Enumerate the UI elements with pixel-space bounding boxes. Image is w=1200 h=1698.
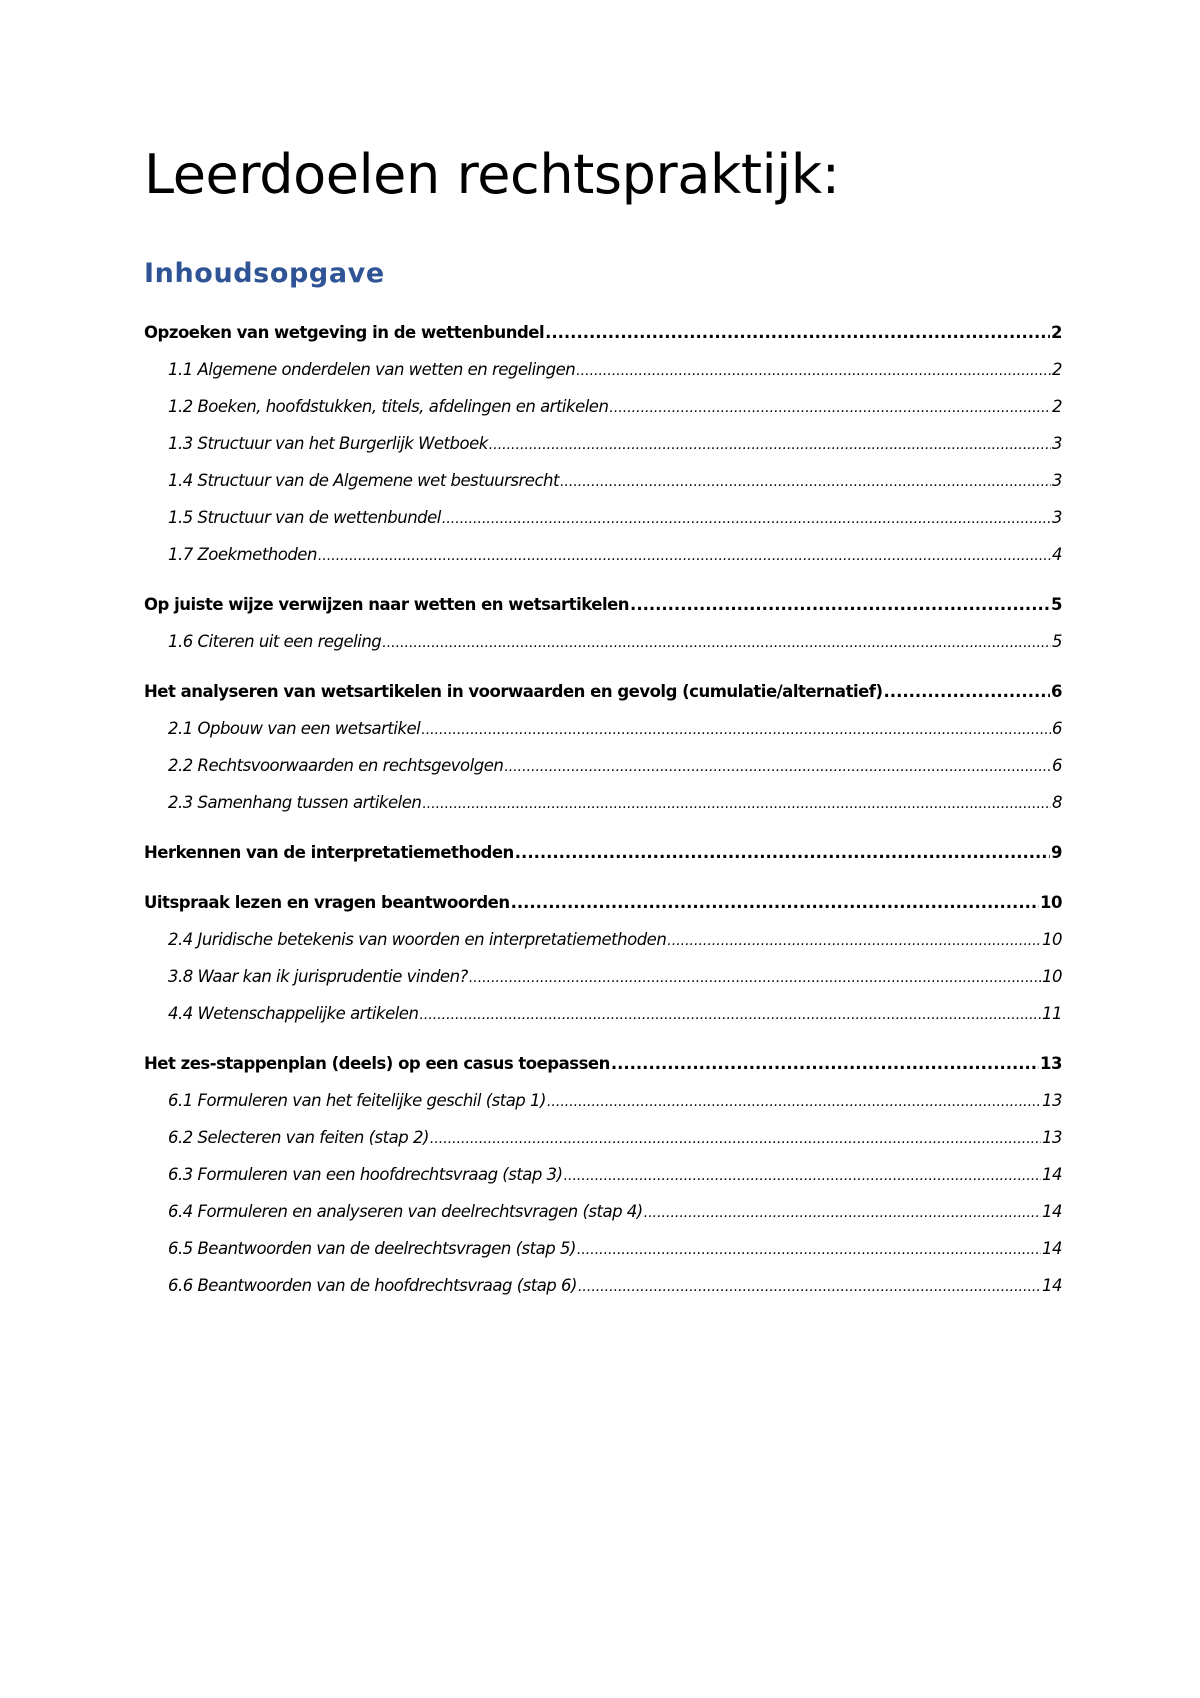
toc-dot-leader xyxy=(578,1275,1041,1298)
toc-dot-leader xyxy=(430,1127,1041,1150)
toc-dot-leader xyxy=(504,755,1051,778)
toc-entry-label: 4.4 Wetenschappelijke artikelen xyxy=(168,1004,419,1023)
toc-page-number: 9 xyxy=(1051,843,1062,862)
toc-page-number: 2 xyxy=(1051,323,1062,342)
toc-page-number: 6 xyxy=(1052,719,1062,738)
toc-page-number: 14 xyxy=(1042,1165,1062,1184)
toc-entry-section[interactable] xyxy=(144,681,1062,718)
toc-dot-leader xyxy=(511,892,1039,914)
toc-entry-label: Op juiste wijze verwijzen naar wetten en wetsartikelen xyxy=(144,595,630,614)
toc-entry-subsection[interactable] xyxy=(144,1090,1062,1127)
toc-entry-label: Het analyseren van wetsartikelen in voorwaarden en gevolg (cumulatie/alternatief) xyxy=(144,682,883,701)
toc-page-number: 14 xyxy=(1042,1239,1062,1258)
toc-entry-label: 6.3 Formuleren van een hoofdrechtsvraag (stap 3) xyxy=(168,1165,563,1184)
toc-dot-leader xyxy=(577,1238,1041,1261)
toc-entry-label: Herkennen van de interpretatiemethoden xyxy=(144,843,514,862)
toc-dot-leader xyxy=(419,1003,1041,1026)
toc-entry-label: 1.5 Structuur van de wettenbundel xyxy=(168,508,441,527)
toc-heading: Inhoudsopgave xyxy=(144,258,385,289)
toc-dot-leader xyxy=(644,1201,1041,1224)
toc-entry-section[interactable] xyxy=(144,594,1062,631)
toc-page-number: 6 xyxy=(1052,756,1062,775)
toc-entry-subsection[interactable] xyxy=(144,1127,1062,1164)
toc-entry-subsection[interactable] xyxy=(144,544,1062,581)
toc-entry-section[interactable] xyxy=(144,322,1062,359)
toc-entry-subsection[interactable] xyxy=(144,1275,1062,1312)
toc-entry-subsection[interactable] xyxy=(144,1164,1062,1201)
toc-entry-subsection[interactable] xyxy=(144,755,1062,792)
toc-entry-subsection[interactable] xyxy=(144,1003,1062,1040)
toc-page-number: 2 xyxy=(1052,360,1062,379)
toc-page-number: 8 xyxy=(1052,793,1062,812)
toc-page-number: 13 xyxy=(1040,1054,1062,1073)
toc-dot-leader xyxy=(576,359,1051,382)
toc-dot-leader xyxy=(609,396,1051,419)
toc-entry-label: Het zes-stappenplan (deels) op een casus toepassen xyxy=(144,1054,610,1073)
toc-entry-label: 6.6 Beantwoorden van de hoofdrechtsvraag (stap 6) xyxy=(168,1276,577,1295)
toc-entry-label: Uitspraak lezen en vragen beantwoorden xyxy=(144,893,510,912)
toc-entry-subsection[interactable] xyxy=(144,792,1062,829)
toc-dot-leader xyxy=(564,1164,1041,1187)
toc-entry-label: 6.5 Beantwoorden van de deelrechtsvragen (stap 5) xyxy=(168,1239,576,1258)
toc-dot-leader xyxy=(611,1053,1039,1075)
toc-entry-subsection[interactable] xyxy=(144,631,1062,668)
toc-entry-section[interactable] xyxy=(144,842,1062,879)
toc-entry-subsection[interactable] xyxy=(144,433,1062,470)
toc-page-number: 11 xyxy=(1042,1004,1062,1023)
toc-entry-label: 1.3 Structuur van het Burgerlijk Wetboek xyxy=(168,434,488,453)
toc-dot-leader xyxy=(667,929,1041,952)
toc-page-number: 14 xyxy=(1042,1276,1062,1295)
toc-page-number: 3 xyxy=(1052,434,1062,453)
toc-dot-leader xyxy=(560,470,1051,493)
toc-entry-label: 2.4 Juridische betekenis van woorden en interpretatiemethoden xyxy=(168,930,667,949)
toc-dot-leader xyxy=(545,322,1050,344)
toc-page-number: 5 xyxy=(1051,595,1062,614)
toc-dot-leader xyxy=(489,433,1051,456)
toc-page-number: 10 xyxy=(1040,893,1062,912)
toc-page-number: 13 xyxy=(1042,1128,1062,1147)
toc-dot-leader xyxy=(421,718,1051,741)
document-title: Leerdoelen rechtspraktijk: xyxy=(144,143,840,206)
toc-entry-label: 1.7 Zoekmethoden xyxy=(168,545,317,564)
toc-page-number: 10 xyxy=(1042,930,1062,949)
toc-entry-label: 1.2 Boeken, hoofdstukken, titels, afdelingen en artikelen xyxy=(168,397,609,416)
toc-entry-subsection[interactable] xyxy=(144,966,1062,1003)
toc-entry-label: 6.2 Selecteren van feiten (stap 2) xyxy=(168,1128,429,1147)
toc-entry-subsection[interactable] xyxy=(144,396,1062,433)
toc-page-number: 2 xyxy=(1052,397,1062,416)
toc-entry-subsection[interactable] xyxy=(144,1238,1062,1275)
toc-page-number: 3 xyxy=(1052,471,1062,490)
toc-entry-subsection[interactable] xyxy=(144,718,1062,755)
toc-page-number: 3 xyxy=(1052,508,1062,527)
toc-dot-leader xyxy=(884,681,1050,703)
toc-dot-leader xyxy=(515,842,1050,864)
toc-entry-label: 1.6 Citeren uit een regeling xyxy=(168,632,382,651)
toc-entry-subsection[interactable] xyxy=(144,929,1062,966)
toc-entry-label: 6.4 Formuleren en analyseren van deelrechtsvragen (stap 4) xyxy=(168,1202,643,1221)
toc-page-number: 4 xyxy=(1052,545,1062,564)
toc-dot-leader xyxy=(442,507,1051,530)
toc-entry-label: 2.1 Opbouw van een wetsartikel xyxy=(168,719,421,738)
toc-page-number: 10 xyxy=(1042,967,1062,986)
toc-entry-subsection[interactable] xyxy=(144,507,1062,544)
toc-entry-section[interactable] xyxy=(144,1053,1062,1090)
toc-entry-subsection[interactable] xyxy=(144,359,1062,396)
toc-page-number: 13 xyxy=(1042,1091,1062,1110)
toc-entry-label: 3.8 Waar kan ik jurisprudentie vinden? xyxy=(168,967,468,986)
table-of-contents xyxy=(144,322,1062,1312)
toc-entry-subsection[interactable] xyxy=(144,470,1062,507)
toc-dot-leader xyxy=(469,966,1041,989)
toc-page-number: 14 xyxy=(1042,1202,1062,1221)
toc-entry-section[interactable] xyxy=(144,892,1062,929)
toc-dot-leader xyxy=(382,631,1051,654)
toc-entry-label: 1.4 Structuur van de Algemene wet bestuursrecht xyxy=(168,471,559,490)
toc-entry-label: Opzoeken van wetgeving in de wettenbundel xyxy=(144,323,545,342)
toc-entry-label: 6.1 Formuleren van het feitelijke geschil (stap 1) xyxy=(168,1091,546,1110)
toc-dot-leader xyxy=(318,544,1051,567)
toc-entry-subsection[interactable] xyxy=(144,1201,1062,1238)
toc-dot-leader xyxy=(547,1090,1041,1113)
toc-entry-label: 2.3 Samenhang tussen artikelen xyxy=(168,793,422,812)
toc-page-number: 5 xyxy=(1052,632,1062,651)
toc-page-number: 6 xyxy=(1051,682,1062,701)
toc-entry-label: 2.2 Rechtsvoorwaarden en rechtsgevolgen xyxy=(168,756,504,775)
toc-dot-leader xyxy=(630,594,1050,616)
toc-entry-label: 1.1 Algemene onderdelen van wetten en regelingen xyxy=(168,360,576,379)
toc-dot-leader xyxy=(422,792,1051,815)
